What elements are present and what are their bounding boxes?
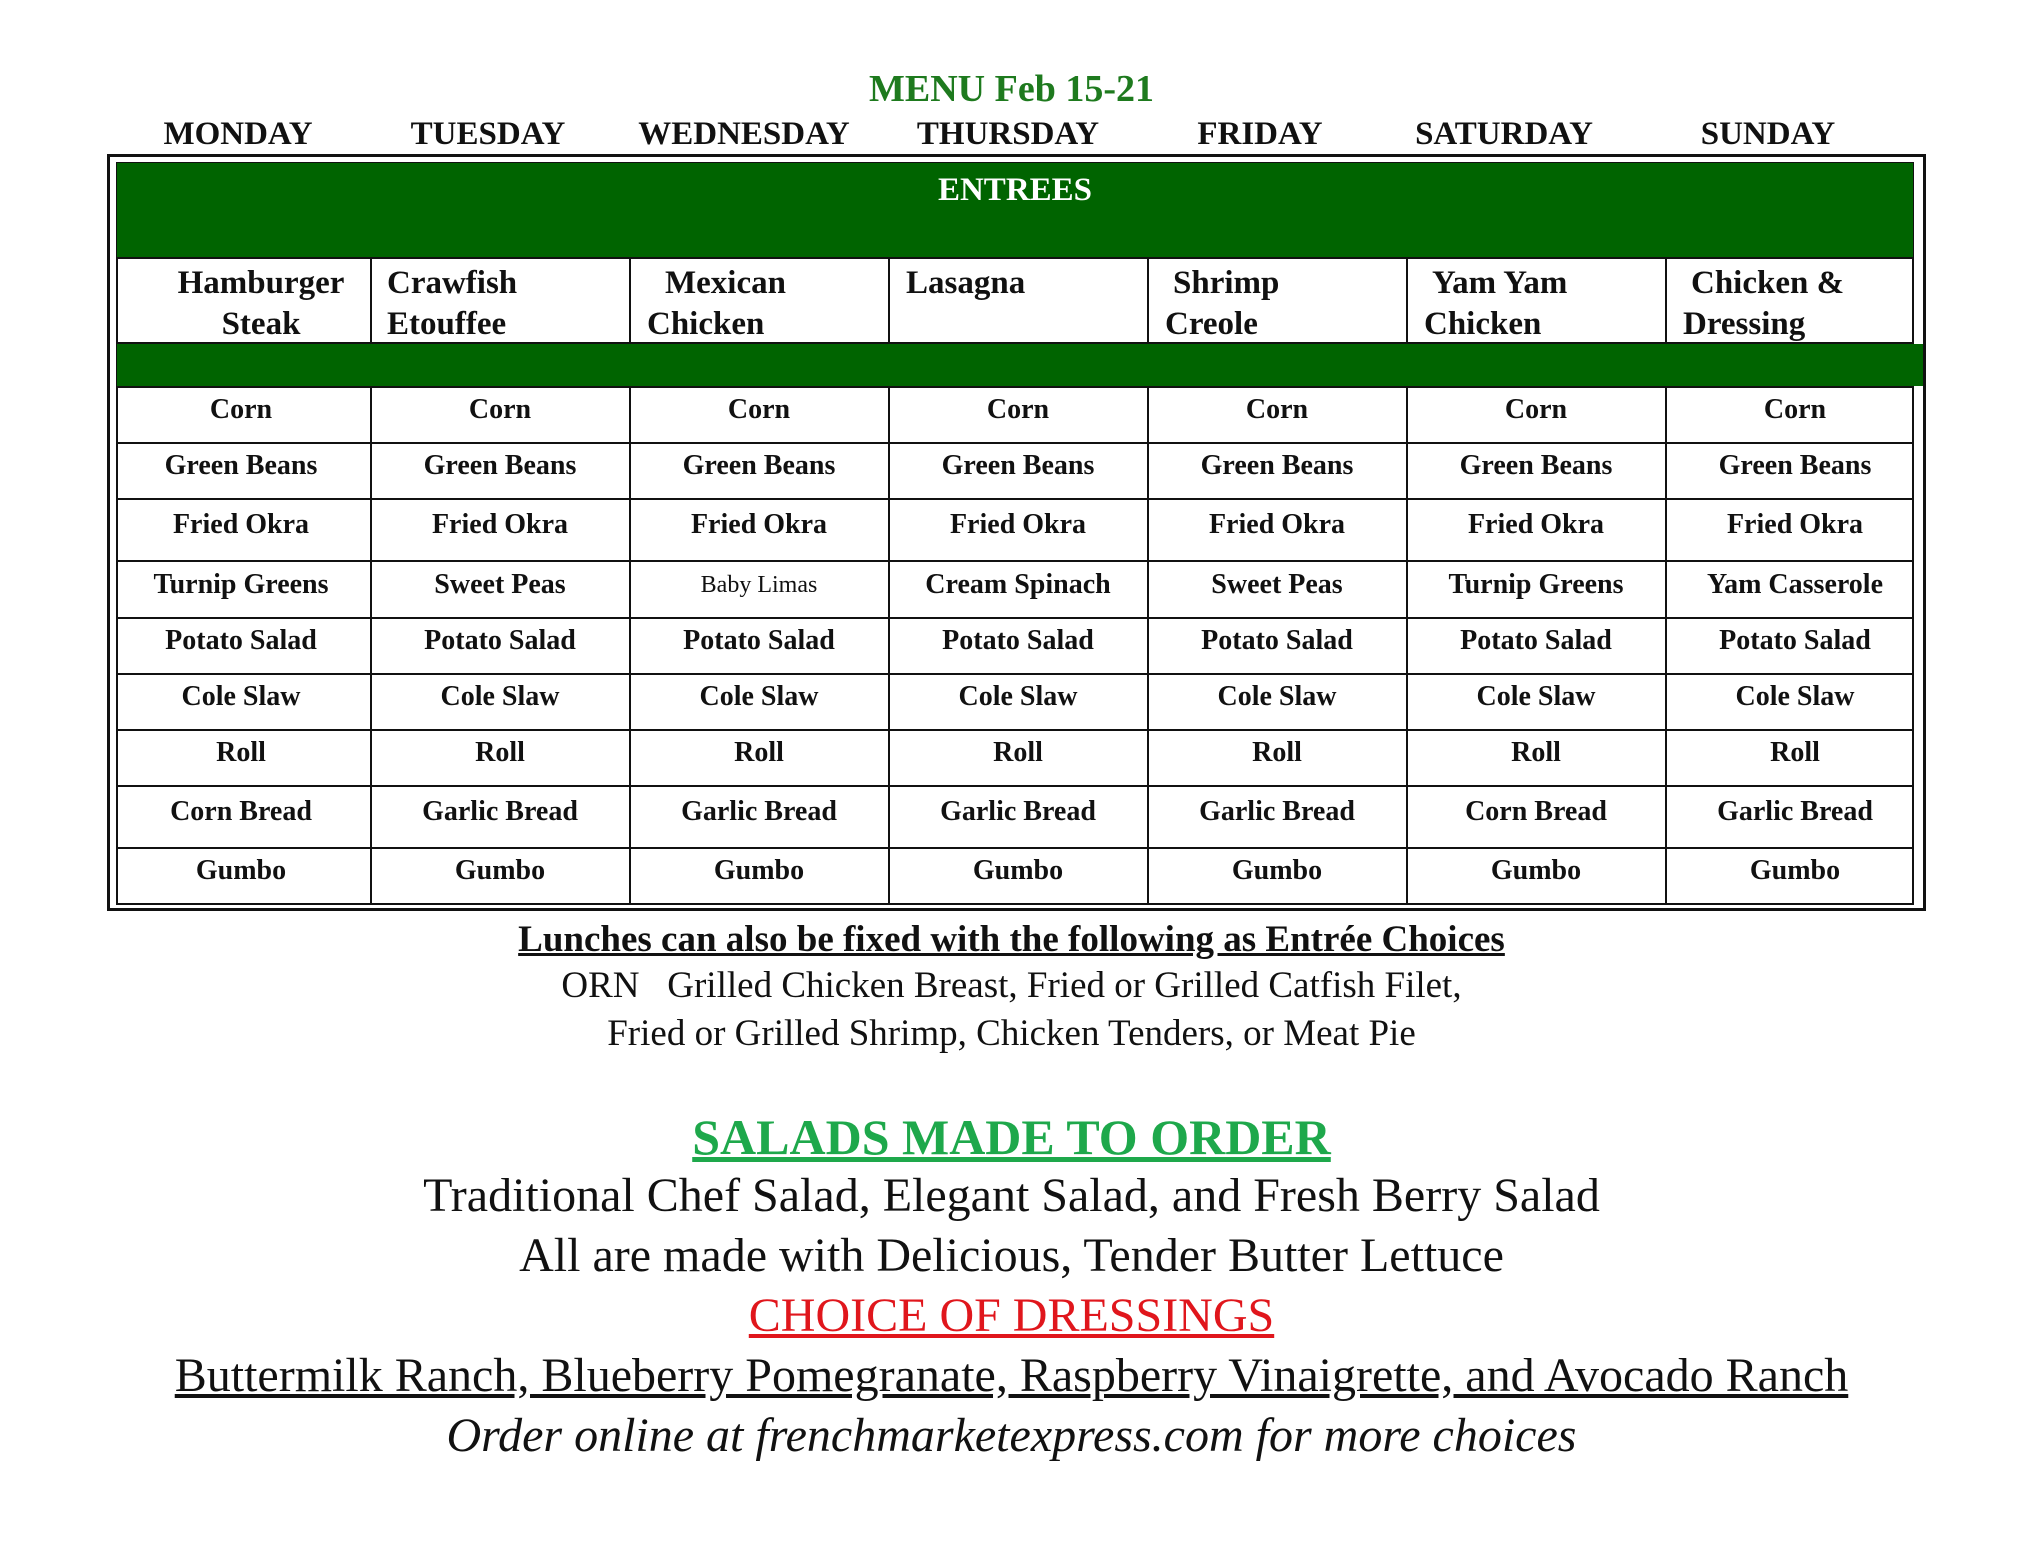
table-rule [117, 673, 1913, 675]
table-rule [1406, 257, 1408, 344]
side-dish-cell: Cream Spinach [925, 568, 1111, 600]
side-dish-cell: Baby Limas [700, 571, 818, 598]
dressings-list: Buttermilk Ranch, Blueberry Pomegranate, Raspberry Vinaigrette, and Avocado Ranch [174, 1349, 1849, 1402]
side-dish-cell: Garlic Bread [1717, 796, 1873, 827]
lunches-heading: Lunches can also be fixed with the following as Entrée Choices [518, 919, 1505, 960]
table-rule [629, 257, 631, 344]
side-dish-cell: Gumbo [713, 855, 805, 886]
side-dish-cell: Corn [468, 394, 532, 425]
side-dish-cell: Fried Okra [431, 509, 569, 540]
side-dish-cell: Corn Bread [170, 796, 312, 827]
side-dish-cell: Potato Salad [1719, 625, 1871, 656]
side-dish-cell: Gumbo [454, 855, 546, 886]
entree-sunday [1683, 263, 1844, 345]
side-dish-cell: Corn Bread [1465, 796, 1607, 827]
side-dish-cell: Green Beans [1200, 450, 1354, 481]
side-dish-cell: Green Beans [423, 450, 577, 481]
side-dish-cell: Gumbo [1490, 855, 1582, 886]
side-dish-cell: Garlic Bread [422, 796, 578, 827]
entree-thursday [906, 263, 1025, 304]
side-dish-cell: Fried Okra [1726, 509, 1864, 540]
side-dish-cell: Roll [475, 737, 525, 768]
dressings-heading: CHOICE OF DRESSINGS [748, 1289, 1275, 1342]
menu-title: MENU Feb 15-21 [869, 68, 1154, 110]
day-friday: FRIDAY [1197, 116, 1323, 152]
side-dish-cell: Gumbo [195, 855, 287, 886]
day-tuesday: TUESDAY [410, 116, 566, 152]
side-dish-cell: Corn [1245, 394, 1309, 425]
side-dish-cell: Potato Salad [683, 625, 835, 656]
entree-line: Creole [1165, 306, 1258, 342]
side-dish-cell: Fried Okra [949, 509, 1087, 540]
side-dish-cell: Gumbo [1231, 855, 1323, 886]
side-dish-cell: Cole Slaw [181, 681, 301, 712]
side-dish-cell: Roll [734, 737, 784, 768]
table-rule [117, 729, 1913, 731]
side-dish-cell: Corn [209, 394, 273, 425]
side-dish-cell: Cole Slaw [958, 681, 1078, 712]
side-dish-cell: Corn [1763, 394, 1827, 425]
side-dish-cell: Cole Slaw [440, 681, 560, 712]
table-rule [888, 257, 890, 344]
entree-line: Chicken [1424, 306, 1542, 342]
side-dish-cell: Turnip Greens [1448, 568, 1624, 600]
entree-line: Chicken [647, 306, 765, 342]
table-rule [117, 560, 1913, 562]
order-online-note: Order online at frenchmarketexpress.com for more choices [446, 1409, 1577, 1462]
side-dish-cell: Fried Okra [690, 509, 828, 540]
side-dish-cell: Green Beans [682, 450, 836, 481]
day-monday: MONDAY [163, 116, 313, 152]
side-dish-cell: Gumbo [972, 855, 1064, 886]
day-thursday: THURSDAY [916, 116, 1100, 152]
side-dish-cell: Cole Slaw [1217, 681, 1337, 712]
side-dish-cell: Cole Slaw [1735, 681, 1855, 712]
side-dish-cell: Turnip Greens [153, 568, 329, 600]
side-dish-cell: Potato Salad [1460, 625, 1612, 656]
entree-line: Crawfish [387, 265, 518, 301]
side-dish-cell: Potato Salad [942, 625, 1094, 656]
entree-line: Chicken & [1691, 265, 1845, 301]
table-rule [117, 342, 1913, 344]
table-rule [117, 847, 1913, 849]
side-dish-cell: Roll [1511, 737, 1561, 768]
entree-line: Etouffee [387, 306, 507, 342]
entrees-row [117, 259, 1913, 344]
entree-line: Shrimp [1173, 265, 1280, 301]
table-rule [117, 386, 1913, 388]
entree-wednesday [647, 263, 786, 345]
day-sunday: SUNDAY [1700, 116, 1836, 152]
table-rule [117, 617, 1913, 619]
sides-header-bar [117, 344, 1923, 386]
table-rule [117, 498, 1913, 500]
entree-line: Mexican [665, 265, 786, 301]
side-dish-cell: Roll [1252, 737, 1302, 768]
table-rule [1147, 257, 1149, 344]
table-rule [370, 257, 372, 344]
entree-line: Yam Yam [1432, 265, 1568, 301]
entree-monday [151, 263, 371, 345]
side-dish-cell: Yam Casserole [1706, 568, 1883, 600]
side-dish-cell: Sweet Peas [1211, 568, 1343, 600]
salads-heading: SALADS MADE TO ORDER [692, 1109, 1331, 1165]
entrees-header-bar [117, 163, 1913, 257]
day-headers [108, 112, 1932, 156]
table-rule [117, 442, 1913, 444]
side-dish-cell: Garlic Bread [1199, 796, 1355, 827]
entree-line: Lasagna [906, 265, 1026, 301]
side-dish-cell: Fried Okra [172, 509, 310, 540]
side-dish-cell: Green Beans [1459, 450, 1613, 481]
entrees-label: ENTREES [937, 172, 1093, 208]
table-rule [117, 257, 1913, 259]
side-dish-cell: Fried Okra [1467, 509, 1605, 540]
day-wednesday: WEDNESDAY [638, 116, 850, 152]
lunches-line-2: Fried or Grilled Shrimp, Chicken Tenders, or Meat Pie [607, 1013, 1416, 1054]
side-dish-cell: Cole Slaw [699, 681, 819, 712]
entree-tuesday [387, 263, 517, 345]
side-dish-cell: Green Beans [941, 450, 1095, 481]
table-rule [117, 785, 1913, 787]
day-saturday: SATURDAY [1415, 116, 1593, 152]
entree-line: Hamburger [177, 265, 345, 301]
side-dish-cell: Roll [1770, 737, 1820, 768]
side-dish-cell: Green Beans [1718, 450, 1872, 481]
side-dish-cell: Garlic Bread [681, 796, 837, 827]
side-dish-cell: Fried Okra [1208, 509, 1346, 540]
salads-line-2: All are made with Delicious, Tender Butter Lettuce [519, 1229, 1504, 1282]
side-dish-cell: Corn [727, 394, 791, 425]
entree-line: Steak [221, 306, 301, 342]
side-dish-cell: Green Beans [164, 450, 318, 481]
side-dish-cell: Potato Salad [424, 625, 576, 656]
lunches-line-1: ORN Grilled Chicken Breast, Fried or Grilled Catfish Filet, [561, 965, 1462, 1006]
entree-line: Dressing [1683, 306, 1806, 342]
side-dish-cell: Roll [216, 737, 266, 768]
side-dish-cell: Sweet Peas [434, 568, 566, 600]
entree-saturday [1424, 263, 1567, 345]
side-dish-cell: Garlic Bread [940, 796, 1096, 827]
side-dish-cell: Roll [993, 737, 1043, 768]
side-dish-cell: Cole Slaw [1476, 681, 1596, 712]
table-rule [1665, 257, 1667, 344]
side-dish-cell: Potato Salad [1201, 625, 1353, 656]
salads-line-1: Traditional Chef Salad, Elegant Salad, and Fresh Berry Salad [423, 1169, 1600, 1222]
entree-friday [1165, 263, 1279, 345]
side-dish-cell: Gumbo [1749, 855, 1841, 886]
side-dish-cell: Corn [1504, 394, 1568, 425]
side-dish-cell: Potato Salad [165, 625, 317, 656]
side-dish-cell: Corn [986, 394, 1050, 425]
